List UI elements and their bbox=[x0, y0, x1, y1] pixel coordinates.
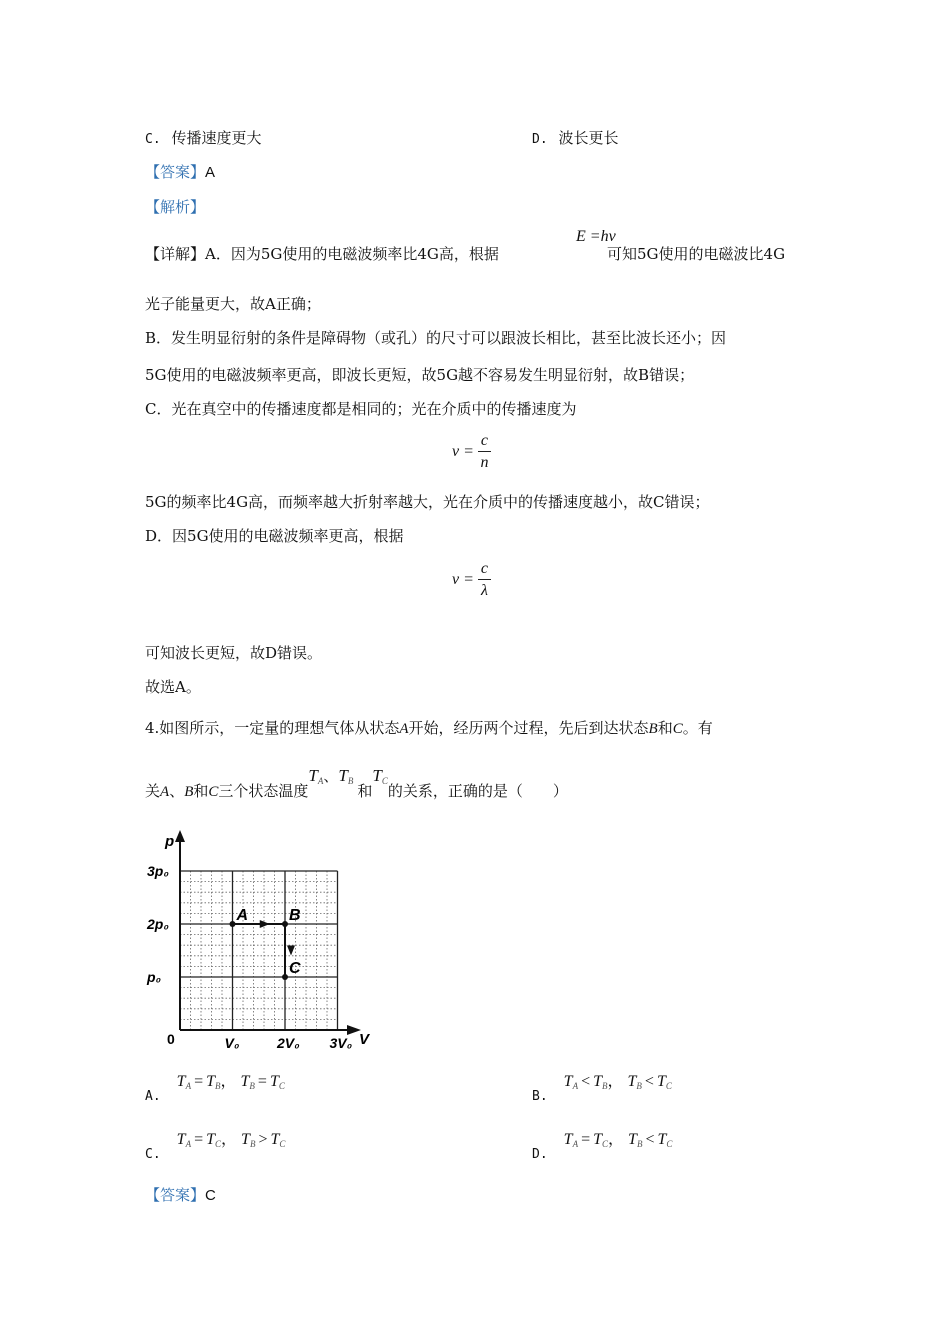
equation-nu-c-lambda: ν = $\frac{c}{\lambda}$ bbox=[452, 559, 491, 602]
temp-symbol: $T_B$ bbox=[206, 1073, 221, 1091]
x-tick-label: 3V₀ bbox=[329, 1035, 353, 1051]
temp-symbol: $T_B$ bbox=[628, 1131, 643, 1149]
temp-symbol: $T_A$ bbox=[176, 1073, 192, 1091]
state-label: A bbox=[236, 907, 249, 924]
operator: < bbox=[645, 1131, 655, 1148]
detail-line-3: B．发生明显衍射的条件是障碍物（或孔）的尺寸可以跟波长相比，甚至比波长还小；因 bbox=[145, 329, 727, 347]
temp-symbol: $T_C$ bbox=[593, 1131, 609, 1149]
answer-1: 【答案】A bbox=[145, 163, 216, 181]
temp-symbol: $T_B$ bbox=[627, 1073, 642, 1091]
pv-diagram bbox=[145, 828, 385, 1058]
option-d-prev: D. 波长更长 bbox=[532, 129, 619, 147]
detail-line-9: 故选A。 bbox=[145, 678, 201, 696]
temp-symbol: $T_C$ bbox=[270, 1131, 286, 1149]
option-c: $_{C.}$ $T_A = T_C$， $T_B > T_C$ bbox=[145, 1131, 286, 1162]
y-tick-label: p₀ bbox=[147, 969, 162, 985]
option-c-prev: C. 传播速度更大 bbox=[145, 129, 262, 147]
operator: = bbox=[581, 1131, 591, 1148]
temp-symbol: $T_C$ bbox=[206, 1131, 222, 1149]
option-d: $_{D.}$ $T_A = T_C$， $T_B < T_C$ bbox=[532, 1131, 673, 1162]
detail-line-1b: 可知5G使用的电磁波比4G bbox=[607, 245, 786, 263]
operator: = bbox=[194, 1073, 204, 1090]
state-point bbox=[282, 974, 288, 980]
operator: < bbox=[581, 1073, 591, 1090]
state-label: C bbox=[289, 960, 301, 977]
detail-line-6: 5G的频率比4G高，而频率越大折射率越大，光在介质中的传播速度越小，故C错误； bbox=[145, 493, 710, 511]
operator: ， bbox=[221, 1131, 238, 1148]
x-tick-label: V₀ bbox=[224, 1035, 240, 1051]
temp-symbol: $T_C$ bbox=[269, 1073, 285, 1091]
operator: ， bbox=[607, 1073, 624, 1090]
temp-ta: $T_A$ bbox=[308, 766, 324, 786]
temp-symbol: $T_C$ bbox=[656, 1073, 672, 1091]
option-a: $_{A.}$ $T_A = T_B$， $T_B = T_C$ bbox=[145, 1073, 285, 1104]
operator: = bbox=[194, 1131, 204, 1148]
y-axis-label: p bbox=[165, 833, 175, 850]
y-tick-label: 3p₀ bbox=[147, 863, 169, 879]
operator: ， bbox=[608, 1131, 625, 1148]
option-b: $_{B.}$ $T_A < T_B$， $T_B < T_C$ bbox=[532, 1073, 672, 1104]
y-tick-label: 2p₀ bbox=[147, 916, 169, 932]
formula-e-hv: E =hν bbox=[576, 228, 616, 245]
detail-line-4: 5G使用的电磁波频率更高，即波长更短，故5G越不容易发生明显衍射，故B错误； bbox=[145, 366, 695, 384]
process-arrow-icon bbox=[260, 920, 270, 928]
y-axis-arrow-icon bbox=[175, 830, 185, 842]
state-label: B bbox=[289, 907, 301, 924]
temp-tc: $T_C$ bbox=[372, 766, 388, 786]
x-axis-label: V bbox=[359, 1031, 370, 1048]
detail-line-5: C．光在真空中的传播速度都是相同的；光在介质中的传播速度为 bbox=[145, 400, 577, 418]
question-4-line-1: 4.如图所示，一定量的理想气体从状态A开始，经历两个过程，先后到达状态B和C。有 bbox=[145, 719, 713, 737]
answer-2: 【答案】C bbox=[145, 1186, 216, 1204]
temp-symbol: $T_C$ bbox=[657, 1131, 673, 1149]
equation-v-c-n: v = $\frac{c}{n}$ bbox=[452, 431, 491, 474]
detail-line-2: 光子能量更大，故A正确； bbox=[145, 295, 321, 313]
grid-main bbox=[180, 871, 338, 1030]
temp-tb: $T_B$ bbox=[338, 766, 354, 786]
operator: < bbox=[644, 1073, 654, 1090]
state-point bbox=[230, 921, 236, 927]
x-tick-label: 2V₀ bbox=[277, 1035, 300, 1051]
operator: = bbox=[257, 1073, 267, 1090]
process-arrow-icon bbox=[287, 946, 295, 956]
detail-line-8: 可知波长更短，故D错误。 bbox=[145, 644, 323, 662]
temp-symbol: $T_A$ bbox=[176, 1131, 192, 1149]
state-point bbox=[282, 921, 288, 927]
temp-symbol: $T_A$ bbox=[563, 1131, 579, 1149]
operator: > bbox=[258, 1131, 268, 1148]
temp-symbol: $T_B$ bbox=[593, 1073, 608, 1091]
question-4-line-2: 关A、B和C三个状态温度$T_A$、$T_B$和$T_C$的关系，正确的是（ ） bbox=[145, 766, 568, 800]
analysis-tag: 【解析】 bbox=[145, 198, 206, 216]
operator: ， bbox=[220, 1073, 237, 1090]
temp-symbol: $T_B$ bbox=[241, 1131, 256, 1149]
temp-symbol: $T_B$ bbox=[240, 1073, 255, 1091]
detail-line-7: D．因5G使用的电磁波频率更高，根据 bbox=[145, 527, 404, 545]
grid-fine bbox=[180, 871, 338, 1030]
temp-symbol: $T_A$ bbox=[563, 1073, 579, 1091]
detail-line-1: 【详解】A．因为5G使用的电磁波频率比4G高，根据 bbox=[145, 245, 499, 263]
origin-label: 0 bbox=[167, 1031, 175, 1047]
